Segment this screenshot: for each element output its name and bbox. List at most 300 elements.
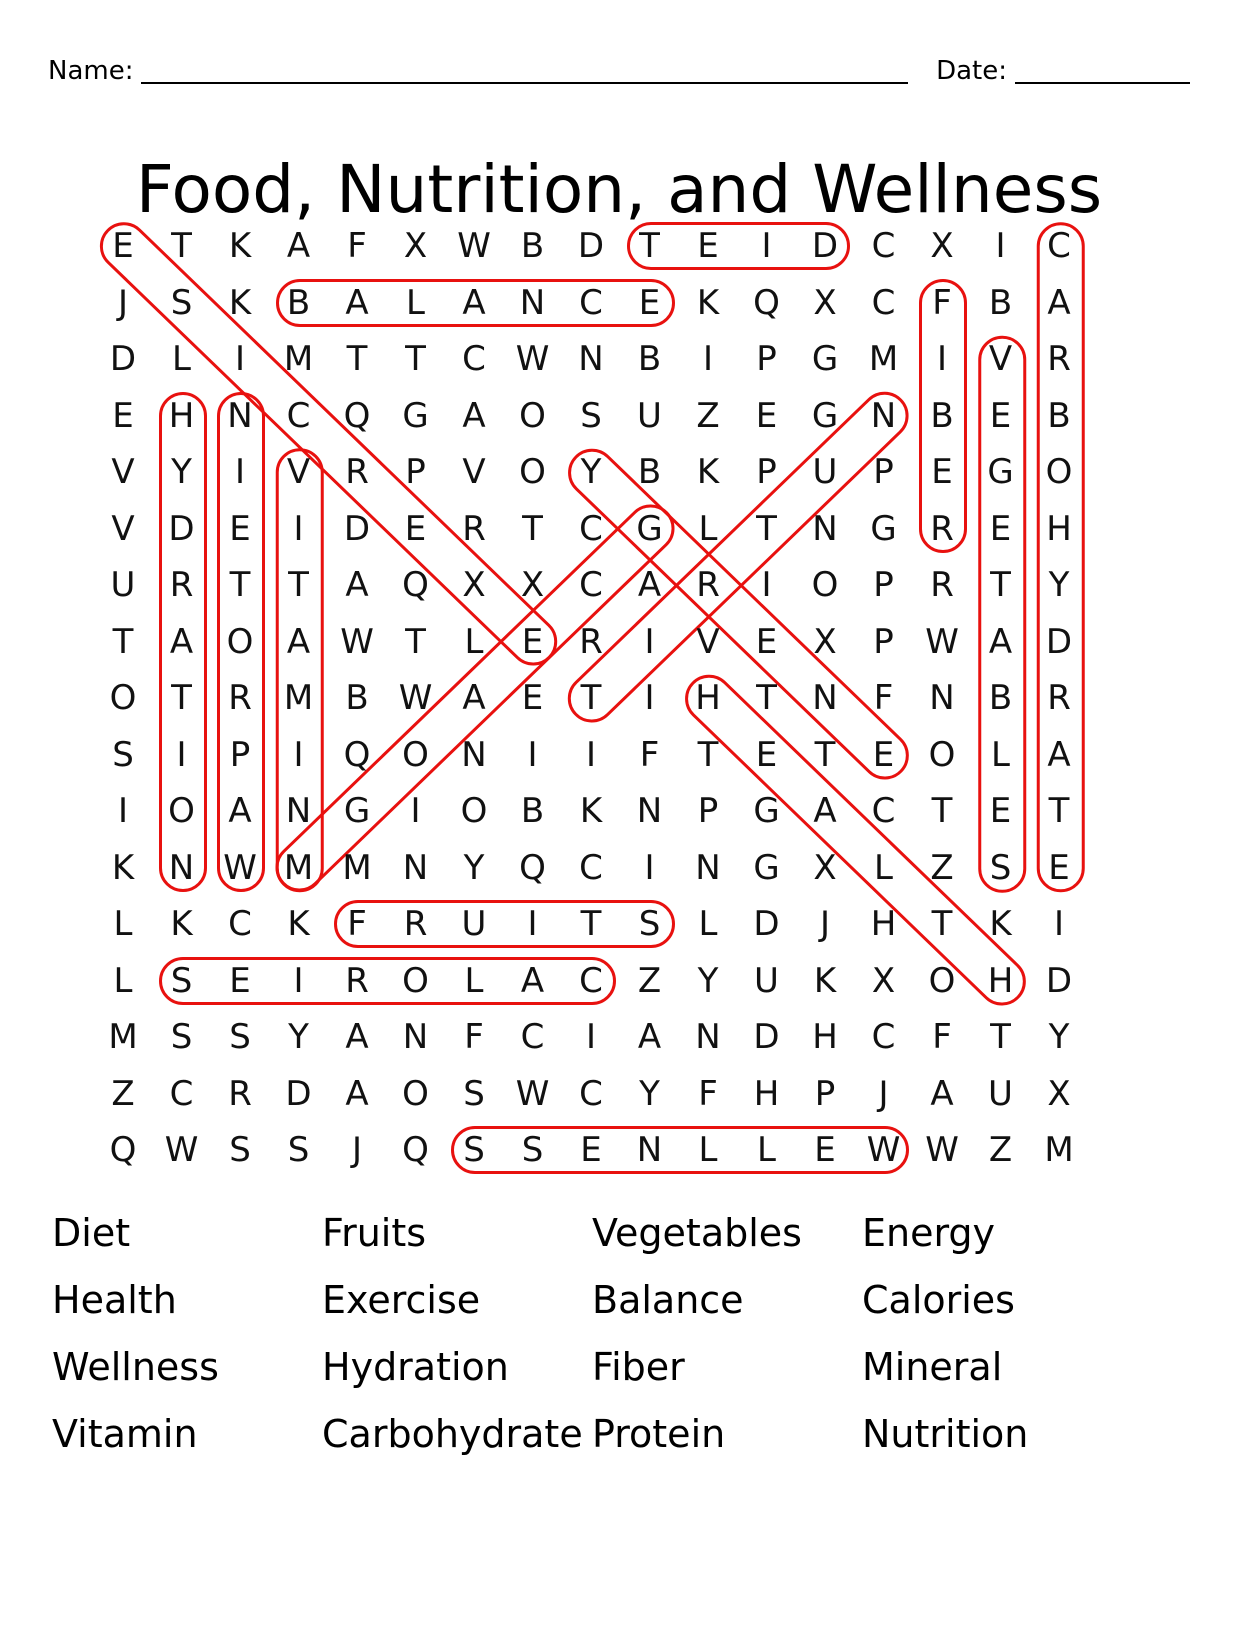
grid-letter: T	[931, 904, 953, 944]
grid-letter: O	[519, 452, 546, 492]
grid-letter: S	[170, 282, 193, 323]
grid-letter: E	[1048, 847, 1070, 888]
grid-letter: S	[229, 1017, 251, 1057]
grid-letter: B	[345, 678, 369, 718]
grid-letter: Z	[930, 847, 954, 888]
grid-letter: M	[1044, 1130, 1074, 1170]
grid-letter: O	[402, 1073, 429, 1114]
grid-letter: M	[342, 847, 372, 888]
grid-letter: T	[756, 678, 777, 718]
grid-letter: C	[228, 904, 252, 944]
grid-letter: C	[286, 395, 311, 436]
grid-letter: Y	[1048, 565, 1070, 605]
grid-letter: N	[168, 847, 195, 888]
grid-letter: R	[1047, 339, 1071, 379]
grid-letter: E	[229, 508, 251, 549]
grid-letter: D	[168, 508, 195, 549]
grid-letter: A	[286, 226, 311, 266]
grid-letter: N	[870, 395, 897, 436]
grid-letter: I	[117, 791, 129, 831]
grid-letter: J	[351, 1130, 363, 1170]
grid-letter: E	[521, 678, 544, 718]
grid-letter: W	[925, 621, 959, 662]
grid-letter: O	[226, 621, 254, 662]
grid-letter: A	[345, 565, 369, 605]
grid-letter: C	[579, 847, 603, 888]
grid-letter: W	[398, 678, 433, 718]
grid-letter: S	[580, 395, 602, 436]
word-list-item: Vitamin	[52, 1412, 198, 1456]
grid-letter: O	[928, 734, 956, 775]
grid-letter: T	[814, 734, 836, 775]
grid-letter: O	[460, 791, 488, 831]
grid-letter: H	[1046, 508, 1072, 549]
grid-letter: G	[811, 395, 839, 436]
grid-letter: N	[812, 678, 838, 718]
grid-letter: I	[995, 226, 1006, 266]
grid-letter: B	[988, 282, 1013, 323]
letter-grid	[95, 218, 1095, 1178]
grid-letter: X	[813, 847, 837, 888]
grid-letter: P	[814, 1073, 836, 1114]
grid-letter: W	[866, 1130, 901, 1170]
grid-letter: F	[464, 1017, 484, 1057]
grid-letter: D	[1045, 621, 1073, 662]
word-list-item: Nutrition	[862, 1412, 1029, 1456]
grid-letter: C	[520, 1017, 545, 1057]
grid-letter: N	[636, 1130, 663, 1170]
date-label: Date:	[936, 56, 1007, 86]
grid-letter: U	[637, 395, 662, 436]
grid-letter: T	[697, 734, 719, 775]
grid-letter: P	[873, 452, 894, 492]
grid-letter: D	[285, 1073, 312, 1114]
grid-letter: V	[111, 452, 135, 492]
grid-letter: E	[697, 226, 719, 266]
grid-letter: U	[754, 960, 779, 1001]
grid-letter: M	[283, 847, 314, 888]
grid-letter: M	[108, 1017, 138, 1057]
grid-letter: L	[698, 508, 718, 549]
grid-letter: T	[346, 339, 368, 379]
grid-letter: T	[112, 621, 134, 662]
grid-letter: F	[698, 1073, 718, 1114]
grid-letter: K	[813, 960, 837, 1001]
grid-letter: E	[755, 621, 778, 662]
grid-letter: E	[755, 734, 778, 775]
grid-letter: K	[111, 847, 135, 888]
grid-letter: I	[644, 847, 655, 888]
grid-letter: D	[1045, 960, 1073, 1001]
grid-letter: W	[164, 1130, 199, 1170]
grid-letter: T	[405, 339, 426, 379]
grid-letter: N	[695, 847, 721, 888]
grid-letter: E	[112, 395, 134, 436]
grid-letter: R	[345, 452, 369, 492]
grid-letter: I	[644, 621, 655, 662]
grid-letter: H	[870, 904, 897, 944]
grid-letter: I	[234, 452, 246, 492]
grid-letter: S	[463, 1073, 485, 1114]
grid-letter: K	[170, 904, 193, 944]
grid-letter: A	[345, 1073, 369, 1114]
grid-letter: V	[696, 621, 720, 662]
grid-letter: L	[698, 1130, 718, 1170]
grid-letter: U	[812, 452, 838, 492]
grid-letter: P	[873, 621, 894, 662]
grid-letter: G	[753, 847, 780, 888]
word-list-item: Vegetables	[592, 1211, 802, 1255]
word-list	[52, 1200, 1192, 1468]
grid-letter: A	[169, 621, 194, 662]
grid-letter: T	[990, 565, 1011, 605]
grid-letter: K	[228, 226, 252, 266]
grid-letter: I	[527, 904, 538, 944]
grid-letter: O	[109, 678, 137, 718]
grid-letter: I	[234, 339, 246, 379]
grid-letter: F	[932, 1017, 952, 1057]
grid-letter: M	[283, 678, 314, 718]
grid-letter: O	[402, 960, 429, 1001]
grid-letter: E	[404, 508, 427, 549]
grid-letter: X	[520, 565, 545, 605]
grid-letter: N	[812, 508, 838, 549]
grid-letter: K	[989, 904, 1012, 944]
grid-letter: V	[988, 339, 1013, 379]
grid-letter: S	[170, 960, 193, 1001]
grid-letter: A	[813, 791, 837, 831]
grid-letter: R	[169, 565, 194, 605]
grid-letter: A	[637, 1017, 662, 1057]
grid-letter: G	[987, 452, 1014, 492]
grid-letter: D	[343, 508, 371, 549]
grid-letter: H	[987, 960, 1014, 1001]
grid-letter: G	[811, 339, 839, 379]
grid-letter: A	[286, 621, 311, 662]
grid-letter: V	[111, 508, 135, 549]
grid-letter: W	[515, 1073, 550, 1114]
grid-letter: A	[462, 678, 486, 718]
grid-letter: T	[580, 904, 602, 944]
grid-letter: R	[462, 508, 486, 549]
grid-letter: Q	[519, 847, 546, 888]
grid-letter: B	[520, 226, 545, 266]
grid-letter: T	[990, 1017, 1011, 1057]
grid-letter: O	[811, 565, 839, 605]
grid-letter: E	[638, 282, 661, 323]
grid-letter: V	[462, 452, 486, 492]
grid-letter: O	[1045, 452, 1073, 492]
grid-letter: Z	[637, 960, 662, 1001]
name-input-line[interactable]	[141, 56, 908, 84]
grid-letter: R	[579, 621, 603, 662]
grid-letter: E	[989, 395, 1012, 436]
grid-letter: A	[1047, 282, 1071, 323]
grid-letter: Q	[343, 395, 371, 436]
grid-letter: E	[931, 452, 953, 492]
grid-letter: F	[347, 226, 367, 266]
word-list-item: Mineral	[862, 1345, 1003, 1389]
grid-letter: W	[457, 226, 491, 266]
grid-letter: C	[579, 960, 603, 1001]
grid-letter: N	[402, 847, 429, 888]
date-input-line[interactable]	[1015, 56, 1190, 84]
grid-letter: R	[228, 1073, 252, 1114]
grid-letter: G	[636, 508, 663, 549]
grid-letter: T	[171, 678, 192, 718]
grid-letter: N	[695, 1017, 721, 1057]
word-list-item: Calories	[862, 1278, 1015, 1322]
grid-letter: K	[579, 791, 603, 831]
grid-letter: I	[410, 791, 421, 831]
grid-letter: E	[580, 1130, 602, 1170]
grid-letter: C	[169, 1073, 194, 1114]
grid-letter: C	[871, 282, 896, 323]
grid-letter: C	[871, 226, 896, 266]
word-list-item: Energy	[862, 1211, 996, 1255]
grid-letter: M	[868, 339, 899, 379]
grid-letter: S	[112, 734, 134, 775]
word-list-item: Exercise	[322, 1278, 481, 1322]
grid-letter: Y	[697, 960, 719, 1001]
grid-letter: S	[521, 1130, 544, 1170]
worksheet-header	[48, 44, 1190, 84]
grid-letter: R	[345, 960, 369, 1001]
grid-letter: N	[285, 791, 312, 831]
grid-letter: P	[229, 734, 251, 775]
word-list-item: Protein	[592, 1412, 726, 1456]
grid-letter: Z	[988, 1130, 1013, 1170]
grid-letter: T	[522, 508, 543, 549]
grid-letter: Z	[111, 1073, 135, 1114]
grid-letter: F	[873, 678, 894, 718]
grid-letter: I	[293, 960, 304, 1001]
grid-letter: D	[577, 226, 605, 266]
grid-letter: C	[579, 565, 603, 605]
grid-letter: E	[521, 621, 544, 662]
grid-letter: S	[989, 847, 1012, 888]
grid-letter: S	[638, 904, 661, 944]
grid-letter: M	[283, 339, 314, 379]
grid-letter: C	[1047, 226, 1071, 266]
grid-letter: I	[585, 734, 597, 775]
grid-letter: A	[930, 1073, 954, 1114]
grid-letter: F	[639, 734, 660, 775]
grid-letter: C	[579, 508, 603, 549]
grid-letter: D	[811, 226, 839, 266]
grid-letter: A	[637, 565, 662, 605]
grid-letter: N	[461, 734, 487, 775]
grid-letter: I	[761, 226, 772, 266]
grid-letter: A	[345, 1017, 369, 1057]
grid-letter: L	[698, 904, 718, 944]
grid-letter: X	[871, 960, 896, 1001]
grid-letter: A	[345, 282, 369, 323]
grid-letter: L	[464, 960, 484, 1001]
grid-letter: Q	[402, 565, 429, 605]
grid-letter: E	[989, 791, 1012, 831]
grid-letter: Y	[171, 452, 192, 492]
grid-letter: I	[293, 508, 304, 549]
grid-letter: R	[403, 904, 428, 944]
grid-letter: C	[579, 1073, 603, 1114]
grid-letter: E	[112, 226, 134, 266]
grid-letter: B	[286, 282, 311, 323]
grid-letter: R	[930, 508, 954, 549]
grid-letter: Q	[343, 734, 371, 775]
grid-letter: P	[873, 565, 894, 605]
grid-letter: K	[228, 282, 252, 323]
grid-letter: G	[343, 791, 371, 831]
grid-letter: S	[170, 1017, 193, 1057]
grid-letter: W	[340, 621, 374, 662]
grid-letter: T	[580, 678, 602, 718]
grid-letter: S	[287, 1130, 310, 1170]
word-list-item: Balance	[592, 1278, 744, 1322]
grid-letter: K	[696, 452, 720, 492]
grid-letter: I	[1053, 904, 1065, 944]
grid-letter: E	[229, 960, 251, 1001]
grid-letter: T	[756, 508, 777, 549]
grid-letter: B	[520, 791, 545, 831]
grid-letter: H	[812, 1017, 838, 1057]
grid-letter: V	[286, 452, 311, 492]
grid-letter: O	[519, 395, 546, 436]
grid-letter: O	[928, 960, 956, 1001]
grid-letter: E	[872, 734, 895, 775]
grid-letter: L	[757, 1130, 776, 1170]
grid-letter: C	[871, 791, 896, 831]
grid-letter: C	[462, 339, 486, 379]
grid-letter: Z	[696, 395, 720, 436]
grid-letter: X	[1047, 1073, 1071, 1114]
grid-letter: W	[515, 339, 550, 379]
grid-letter: L	[874, 847, 893, 888]
grid-letter: T	[171, 226, 192, 266]
word-list-item: Wellness	[52, 1345, 219, 1389]
grid-letter: I	[761, 565, 772, 605]
grid-letter: B	[637, 339, 662, 379]
grid-letter: H	[695, 678, 721, 718]
grid-letter: E	[989, 508, 1012, 549]
page-title: Food, Nutrition, and Wellness	[135, 151, 1103, 229]
grid-letter: X	[403, 226, 428, 266]
name-label: Name:	[48, 56, 134, 86]
grid-letter: U	[461, 904, 487, 944]
grid-letter: J	[819, 904, 831, 944]
grid-letter: B	[930, 395, 954, 436]
grid-letter: T	[1048, 791, 1070, 831]
grid-letter: J	[878, 1073, 889, 1114]
grid-letter: L	[113, 960, 133, 1001]
grid-letter: T	[405, 621, 426, 662]
grid-letter: R	[930, 565, 954, 605]
word-search-grid	[95, 218, 1095, 1178]
grid-letter: I	[702, 339, 714, 379]
word-list-item: Fruits	[322, 1211, 427, 1255]
grid-letter: F	[932, 282, 952, 323]
word-list-item: Health	[52, 1278, 177, 1322]
grid-letter: X	[930, 226, 954, 266]
grid-letter: O	[168, 791, 195, 831]
grid-letter: S	[229, 1130, 251, 1170]
grid-letter: G	[753, 791, 780, 831]
word-list-item: Carbohydrate	[322, 1412, 583, 1456]
grid-letter: Y	[1048, 1017, 1070, 1057]
grid-letter: N	[578, 339, 604, 379]
grid-letter: N	[519, 282, 546, 323]
grid-letter: Y	[639, 1073, 660, 1114]
grid-letter: L	[464, 621, 484, 662]
grid-letter: W	[223, 847, 257, 888]
grid-letter: G	[870, 508, 897, 549]
grid-letter: L	[113, 904, 133, 944]
grid-letter: K	[287, 904, 310, 944]
grid-letter: Y	[580, 452, 602, 492]
grid-letter: P	[756, 452, 777, 492]
grid-letter: K	[696, 282, 720, 323]
grid-letter: W	[925, 1130, 959, 1170]
grid-letter: A	[988, 621, 1013, 662]
grid-letter: B	[988, 678, 1013, 718]
grid-letter: L	[991, 734, 1010, 775]
grid-letter: I	[527, 734, 538, 775]
grid-letter: H	[168, 395, 195, 436]
grid-letter: Q	[109, 1130, 137, 1170]
grid-letter: Q	[402, 1130, 429, 1170]
grid-letter: U	[110, 565, 136, 605]
grid-letter: I	[936, 339, 948, 379]
grid-letter: I	[644, 678, 655, 718]
grid-letter: B	[637, 452, 662, 492]
grid-letter: A	[462, 395, 486, 436]
grid-letter: R	[228, 678, 252, 718]
grid-letter: C	[871, 1017, 896, 1057]
grid-letter: H	[753, 1073, 780, 1114]
grid-letter: U	[988, 1073, 1013, 1114]
word-list-item: Fiber	[592, 1345, 685, 1389]
grid-letter: P	[697, 791, 719, 831]
grid-letter: D	[753, 904, 780, 944]
grid-letter: B	[1047, 395, 1071, 436]
grid-letter: N	[402, 1017, 429, 1057]
grid-letter: I	[176, 734, 187, 775]
grid-letter: P	[756, 339, 777, 379]
grid-letter: F	[347, 904, 367, 944]
grid-letter: E	[814, 1130, 836, 1170]
grid-letter: S	[463, 1130, 485, 1170]
grid-letter: I	[585, 1017, 597, 1057]
grid-letter: A	[228, 791, 252, 831]
grid-letter: O	[402, 734, 429, 775]
grid-letter: J	[117, 282, 129, 323]
grid-letter: Q	[753, 282, 780, 323]
grid-letter: N	[929, 678, 955, 718]
grid-letter: L	[406, 282, 425, 323]
grid-letter: D	[753, 1017, 780, 1057]
grid-letter: I	[293, 734, 304, 775]
grid-letter: A	[520, 960, 545, 1001]
grid-letter: R	[696, 565, 720, 605]
grid-letter: Y	[463, 847, 485, 888]
grid-letter: T	[639, 226, 660, 266]
grid-letter: D	[109, 339, 137, 379]
grid-letter: X	[813, 621, 837, 662]
grid-letter: P	[405, 452, 426, 492]
grid-letter: N	[227, 395, 253, 436]
grid-letter: E	[755, 395, 778, 436]
word-list-item: Hydration	[322, 1345, 509, 1389]
